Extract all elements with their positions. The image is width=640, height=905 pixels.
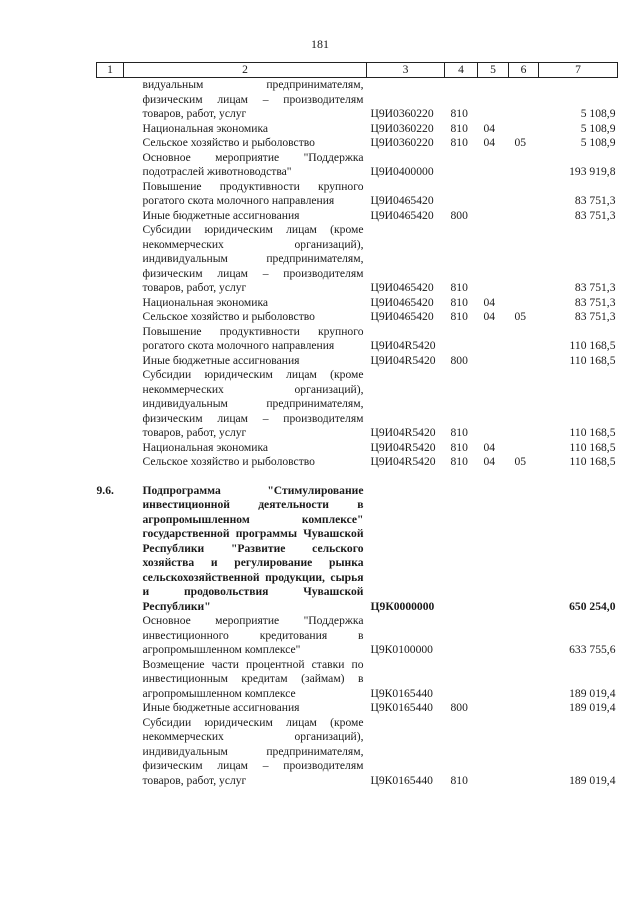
header-col-6: 6 xyxy=(509,63,539,78)
row-number xyxy=(97,354,124,369)
row-subsection: 05 xyxy=(514,310,527,323)
row-target-code: Ц9К0000000 xyxy=(370,599,435,613)
header-col-5: 5 xyxy=(478,63,509,78)
row-number xyxy=(97,716,124,789)
row-name: Основное мероприятие "Поддержка инвестиционного кредитования в агропромышленном комплексе" xyxy=(142,614,364,656)
table-header xyxy=(97,63,618,78)
row-number xyxy=(97,223,124,296)
row-name: Сельское хозяйство и рыболовство xyxy=(142,136,315,149)
row-name: Возмещение части процентной ставки по инвестиционным кредитам (займам) в агропромышленном комплексе xyxy=(142,657,364,700)
table-row xyxy=(97,614,618,658)
row-expense-type: 810 xyxy=(450,426,468,439)
row-subsection xyxy=(509,296,539,311)
row-section xyxy=(478,484,509,615)
row-name: Иные бюджетные ассигнования xyxy=(142,353,300,367)
row-amount: 83 751,3 xyxy=(574,194,616,207)
row-subsection: 05 xyxy=(514,136,527,149)
page-number: 181 xyxy=(311,37,329,51)
row-target-code: Ц9И0465420 xyxy=(370,208,434,222)
row-number: 9.6. xyxy=(96,483,114,497)
row-subsection xyxy=(509,701,539,716)
row-target-code: Ц9И0465420 xyxy=(370,194,434,207)
row-number xyxy=(97,296,124,311)
row-section xyxy=(478,325,509,354)
row-name: Субсидии юридическим лицам (кроме некоммерческих организаций), индивидуальным предпринимателям, физическим лицам – производителям товаров, работ, услуг xyxy=(142,715,364,787)
row-number xyxy=(97,441,124,456)
row-name: Иные бюджетные ассигнования xyxy=(142,208,300,222)
row-number xyxy=(97,455,124,470)
row-expense-type: 810 xyxy=(450,121,468,135)
row-expense-type xyxy=(445,325,478,354)
row-amount: 189 019,4 xyxy=(569,701,616,714)
row-name: Национальная экономика xyxy=(142,295,269,309)
row-section xyxy=(478,701,509,716)
row-section: 04 xyxy=(483,440,496,454)
row-number xyxy=(97,310,124,325)
row-section: 04 xyxy=(483,121,496,135)
table-row xyxy=(97,484,618,615)
row-amount: 110 168,5 xyxy=(569,440,616,454)
row-expense-type: 810 xyxy=(450,440,468,454)
row-name: Национальная экономика xyxy=(142,440,269,454)
row-target-code: Ц9И04R5420 xyxy=(370,339,436,352)
row-number xyxy=(97,658,124,702)
table-row xyxy=(97,122,618,137)
row-expense-type: 810 xyxy=(450,281,468,294)
row-section xyxy=(478,180,509,209)
table-row xyxy=(97,325,618,354)
row-section xyxy=(478,223,509,296)
row-subsection xyxy=(509,716,539,789)
row-subsection xyxy=(509,368,539,441)
row-subsection xyxy=(509,484,539,615)
table-row xyxy=(97,136,618,151)
row-target-code: Ц9И0465420 xyxy=(370,281,434,294)
row-amount: 110 168,5 xyxy=(569,455,616,468)
table-row xyxy=(97,455,618,470)
table-row xyxy=(97,180,618,209)
row-expense-type: 810 xyxy=(450,136,468,149)
row-subsection xyxy=(509,325,539,354)
row-name: Основное мероприятие "Поддержка подотраслей животноводства" xyxy=(142,150,364,178)
row-name: Субсидии юридическим лицам (кроме некоммерческих организаций), индивидуальным предпринимателям, физическим лицам – производителям товаров, работ, услуг xyxy=(142,368,364,439)
header-col-7: 7 xyxy=(539,63,618,78)
row-section xyxy=(478,368,509,441)
row-name: Национальная экономика xyxy=(142,121,269,135)
row-amount: 5 108,9 xyxy=(580,121,616,135)
row-expense-type: 800 xyxy=(450,353,468,367)
row-amount: 5 108,9 xyxy=(580,107,616,120)
row-target-code: Ц9К0165440 xyxy=(370,686,433,700)
row-number xyxy=(97,180,124,209)
header-col-2: 2 xyxy=(124,63,367,78)
row-name: Повышение продуктивности крупного рогатого скота молочного направления xyxy=(142,179,364,207)
row-amount: 83 751,3 xyxy=(574,310,616,323)
row-number xyxy=(97,151,124,180)
row-name: Субсидии юридическим лицам (кроме некоммерческих организаций), индивидуальным предпринимателям, физическим лицам – производителям товаров, работ, услуг xyxy=(142,223,364,294)
table-body xyxy=(97,78,618,789)
row-section xyxy=(478,209,509,224)
row-amount: 633 755,6 xyxy=(569,643,616,656)
row-expense-type xyxy=(445,151,478,180)
budget-table xyxy=(96,62,618,788)
row-target-code: Ц9И04R5420 xyxy=(370,440,436,454)
table-row xyxy=(97,368,618,441)
row-subsection xyxy=(509,354,539,369)
row-number xyxy=(97,368,124,441)
row-expense-type: 810 xyxy=(450,295,468,309)
table-row xyxy=(97,716,618,789)
table-row xyxy=(97,310,618,325)
row-target-code: Ц9И0360220 xyxy=(370,121,434,135)
row-target-code: Ц9И0465420 xyxy=(370,295,434,309)
row-expense-type: 810 xyxy=(450,107,468,120)
row-target-code: Ц9И0465420 xyxy=(370,310,434,323)
row-section: 04 xyxy=(483,455,496,468)
row-expense-type xyxy=(445,180,478,209)
row-amount: 83 751,3 xyxy=(574,208,616,222)
row-target-code: Ц9К0100000 xyxy=(370,643,433,656)
table-row xyxy=(97,223,618,296)
row-target-code: Ц9И0360220 xyxy=(370,136,434,149)
row-subsection xyxy=(509,78,539,122)
row-amount: 110 168,5 xyxy=(569,353,616,367)
row-amount: 83 751,3 xyxy=(574,281,616,294)
row-subsection xyxy=(509,614,539,658)
row-section: 04 xyxy=(483,310,496,323)
row-name: Сельское хозяйство и рыболовство xyxy=(142,310,315,323)
row-subsection xyxy=(509,151,539,180)
row-amount: 193 919,8 xyxy=(569,165,616,178)
row-target-code: Ц9К0165440 xyxy=(370,701,433,714)
row-subsection xyxy=(509,180,539,209)
row-number xyxy=(97,209,124,224)
row-amount: 110 168,5 xyxy=(569,426,616,439)
row-amount: 83 751,3 xyxy=(574,295,616,309)
row-expense-type xyxy=(445,614,478,658)
row-expense-type xyxy=(445,484,478,615)
header-col-4: 4 xyxy=(445,63,478,78)
row-number xyxy=(97,614,124,658)
row-section: 04 xyxy=(483,295,496,309)
row-subsection xyxy=(509,122,539,137)
table-row xyxy=(97,151,618,180)
row-name: Подпрограмма "Стимулирование инвестиционной деятельности в агропромышленном комплексе" государственной программы Чувашской Республики "Развитие сельского хозяйства и регулирование рынка сельскохозяйственной продукции, сырья и продовольствия Чувашской Республики" xyxy=(142,483,364,613)
table-row xyxy=(97,78,618,122)
row-amount: 189 019,4 xyxy=(569,686,616,700)
table-row xyxy=(97,354,618,369)
row-amount: 5 108,9 xyxy=(580,136,616,149)
row-expense-type: 800 xyxy=(450,208,468,222)
row-section xyxy=(478,78,509,122)
row-name: Сельское хозяйство и рыболовство xyxy=(142,455,315,468)
row-target-code: Ц9К0165440 xyxy=(370,773,433,787)
table-row xyxy=(97,209,618,224)
row-target-code: Ц9И0400000 xyxy=(370,165,434,178)
row-expense-type: 800 xyxy=(450,701,468,714)
header-row xyxy=(97,63,618,78)
row-number xyxy=(97,701,124,716)
row-subsection xyxy=(509,441,539,456)
row-name: видуальным предпринимателям, физическим лицам – производителям товаров, работ, услуг xyxy=(142,78,364,120)
row-amount: 189 019,4 xyxy=(569,773,616,787)
header-col-3: 3 xyxy=(367,63,445,78)
row-expense-type: 810 xyxy=(450,455,468,468)
row-expense-type xyxy=(445,658,478,702)
row-section xyxy=(478,151,509,180)
row-number xyxy=(97,122,124,137)
table-row xyxy=(97,441,618,456)
table-row xyxy=(97,658,618,702)
row-subsection xyxy=(509,658,539,702)
row-expense-type: 810 xyxy=(450,773,468,787)
row-number xyxy=(97,136,124,151)
spacer-row xyxy=(97,470,618,484)
row-amount: 650 254,0 xyxy=(569,599,616,613)
row-section xyxy=(478,716,509,789)
row-target-code: Ц9И04R5420 xyxy=(370,455,436,468)
row-section xyxy=(478,614,509,658)
header-col-1: 1 xyxy=(97,63,124,78)
row-amount: 110 168,5 xyxy=(569,339,616,352)
row-expense-type: 810 xyxy=(450,310,468,323)
row-name: Иные бюджетные ассигнования xyxy=(142,701,300,714)
row-section xyxy=(478,354,509,369)
row-section: 04 xyxy=(483,136,496,149)
row-subsection xyxy=(509,223,539,296)
table-row xyxy=(97,701,618,716)
row-target-code: Ц9И04R5420 xyxy=(370,353,436,367)
row-number xyxy=(97,78,124,122)
row-target-code: Ц9И04R5420 xyxy=(370,426,436,439)
row-number xyxy=(97,325,124,354)
row-section xyxy=(478,658,509,702)
table-row xyxy=(97,296,618,311)
row-name: Повышение продуктивности крупного рогатого скота молочного направления xyxy=(142,324,364,352)
row-target-code: Ц9И0360220 xyxy=(370,107,434,120)
row-subsection xyxy=(509,209,539,224)
row-subsection: 05 xyxy=(514,455,527,468)
